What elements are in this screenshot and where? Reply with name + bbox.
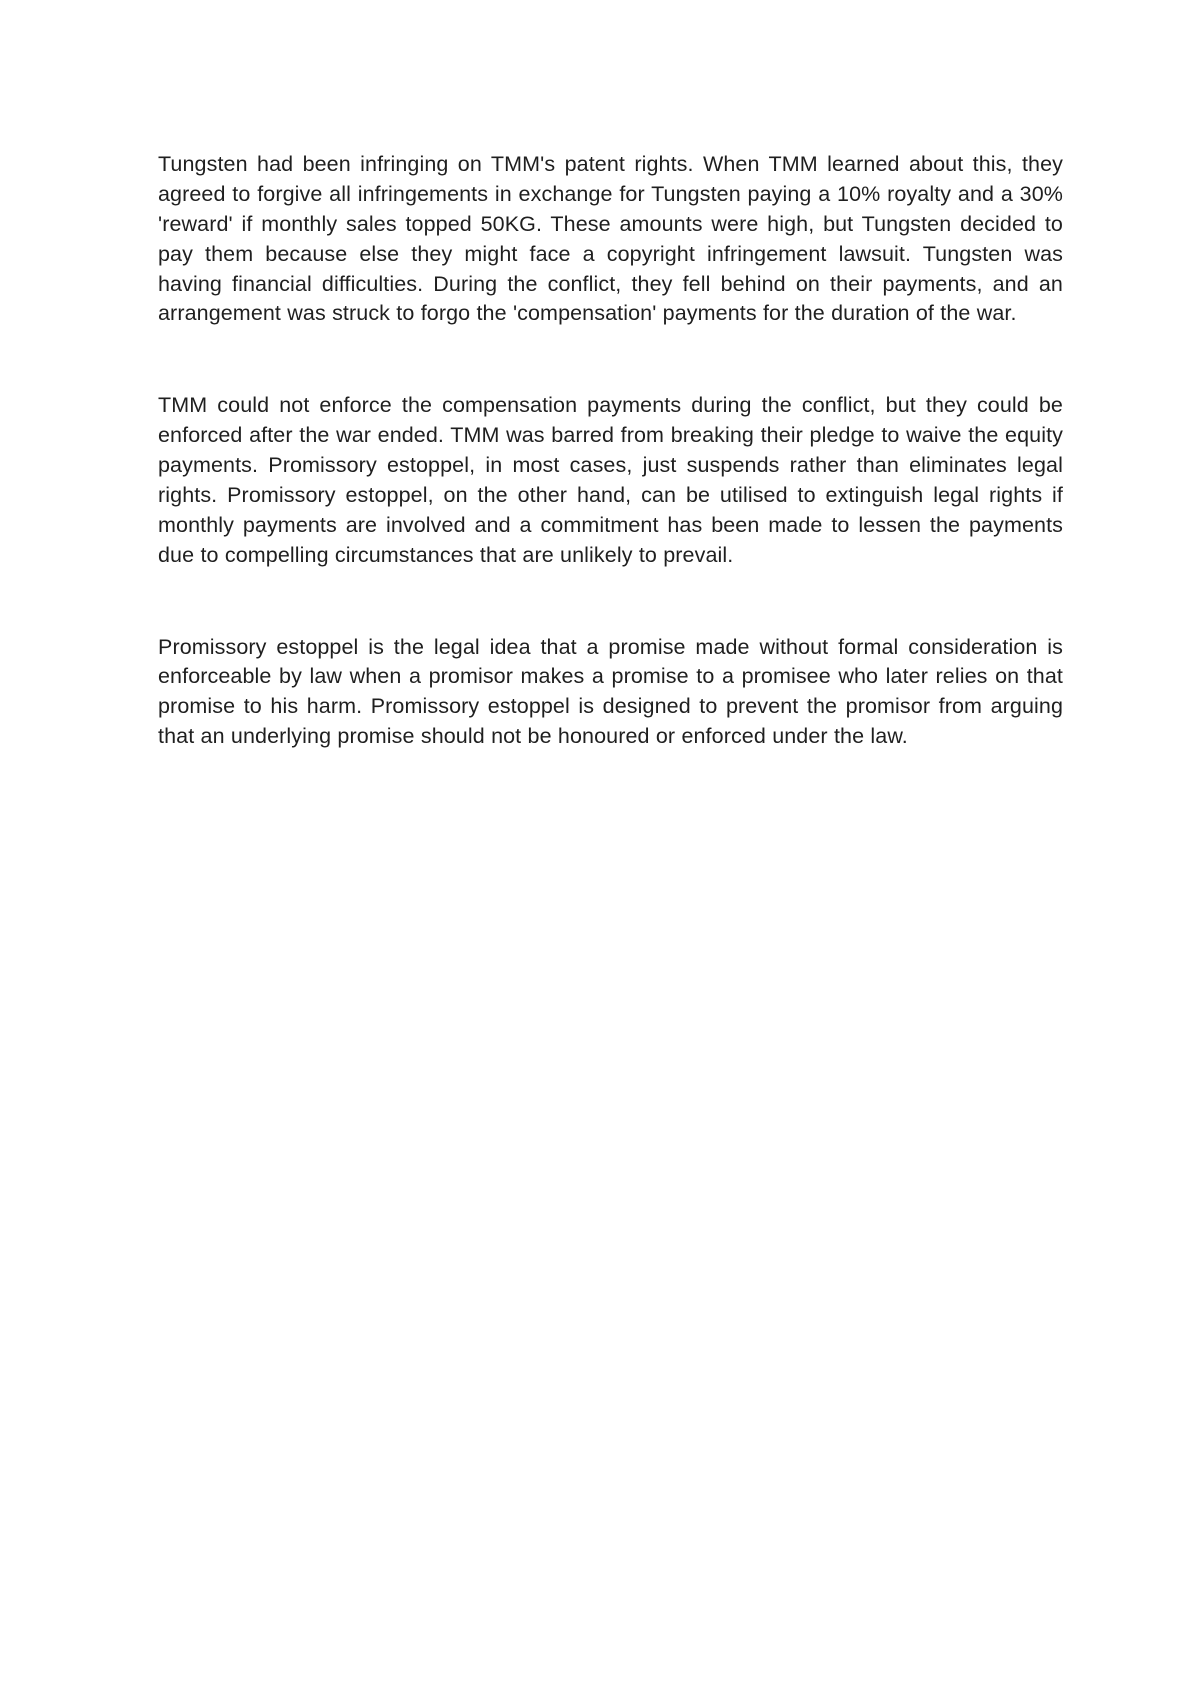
- document-body: [158, 150, 1063, 752]
- document-paragraph-3: Promissory estoppel is the legal idea that a promise made without formal consideration is enforceable by law when a promisor makes a promise to a promisee who later relies on that promise to his harm. Promissory estoppel is designed to prevent the promisor from arguing that an underlying promise should not be honoured or enforced under the law.: [158, 634, 1063, 749]
- document-paragraph-2: TMM could not enforce the compensation payments during the conflict, but they could be enforced after the war ended. TMM was barred from breaking their pledge to waive the equity payments. Promissory estoppel, in most cases, just suspends rather than eliminates legal rights. Promissory estoppel, on the other hand, can be utilised to extinguish legal rights if monthly payments are involved and a commitment has been made to lessen the payments due to compelling circumstances that are unlikely to prevail.: [158, 393, 1063, 567]
- document-paragraph-1: Tungsten had been infringing on TMM's patent rights. When TMM learned about this, they agreed to forgive all infringements in exchange for Tungsten paying a 10% royalty and a 30% 'reward' if monthly sales topped 50KG. These amounts were high, but Tungsten decided to pay them because else they might face a copyright infringement lawsuit. Tungsten was having financial difficulties. During the conflict, they fell behind on their payments, and an arrangement was struck to forgo the 'compensation' payments for the duration of the war.: [158, 152, 1063, 326]
